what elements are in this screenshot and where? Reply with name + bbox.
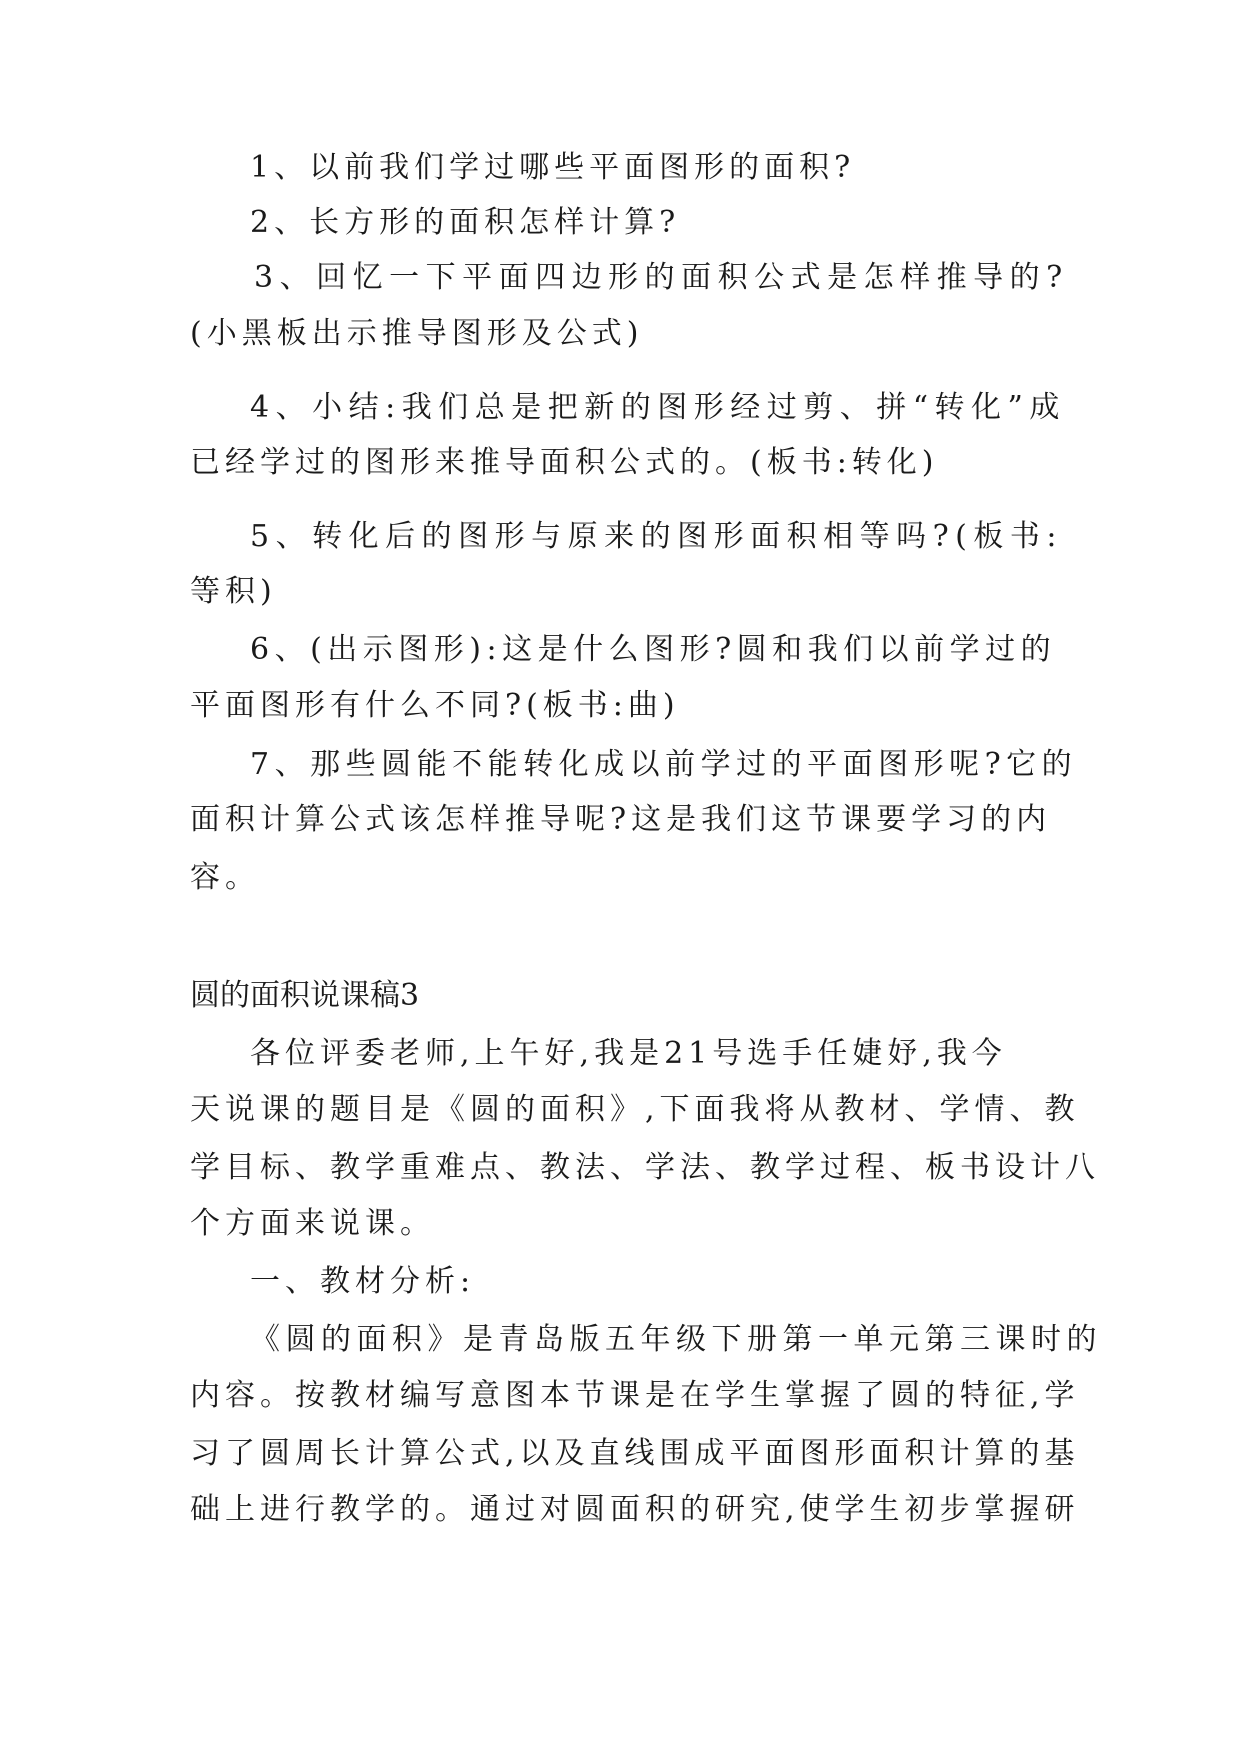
text-line-3: 3、回忆一下平面四边形的面积公式是怎样推导的? — [254, 260, 1069, 295]
text-line-5: 4、小结:我们总是把新的图形经过剪、拼“转化”成 — [250, 390, 1066, 425]
text-line-18: 个方面来说课。 — [190, 1206, 435, 1241]
text-line-1: 1、以前我们学过哪些平面图形的面积? — [250, 150, 856, 185]
text-line-23: 础上进行教学的。通过对圆面积的研究,使学生初步掌握研 — [190, 1492, 1080, 1527]
text-line-8: 等积) — [190, 574, 277, 609]
text-line-6: 已经学过的图形来推导面积公式的。(板书:转化) — [190, 445, 939, 480]
text-line-15: 各位评委老师,上午好,我是21号选手任婕妤,我今 — [250, 1036, 1007, 1071]
text-line-12: 面积计算公式该怎样推导呢?这是我们这节课要学习的内 — [190, 802, 1052, 837]
text-line-16: 天说课的题目是《圆的面积》,下面我将从教材、学情、教 — [190, 1092, 1080, 1127]
text-line-22: 习了圆周长计算公式,以及直线围成平面图形面积计算的基 — [190, 1436, 1080, 1471]
text-line-11: 7、那些圆能不能转化成以前学过的平面图形呢?它的 — [250, 747, 1078, 782]
text-line-19: 一、教材分析: — [250, 1264, 476, 1299]
text-line-17: 学目标、教学重难点、教法、学法、教学过程、板书设计八 — [190, 1150, 1100, 1185]
text-line-10: 平面图形有什么不同?(板书:曲) — [190, 688, 680, 723]
text-line-2: 2、长方形的面积怎样计算? — [250, 205, 681, 240]
text-line-21: 内容。按教材编写意图本节课是在学生掌握了圆的特征,学 — [190, 1378, 1080, 1413]
text-line-7: 5、转化后的图形与原来的图形面积相等吗?(板书: — [250, 519, 1063, 554]
text-line-4: (小黑板出示推导图形及公式) — [190, 316, 644, 351]
section-title: 圆的面积说课稿3 — [190, 978, 420, 1013]
text-line-13: 容。 — [190, 860, 260, 895]
text-line-20: 《圆的面积》是青岛版五年级下册第一单元第三课时的 — [250, 1322, 1102, 1357]
text-line-9: 6、(出示图形):这是什么图形?圆和我们以前学过的 — [250, 632, 1057, 667]
